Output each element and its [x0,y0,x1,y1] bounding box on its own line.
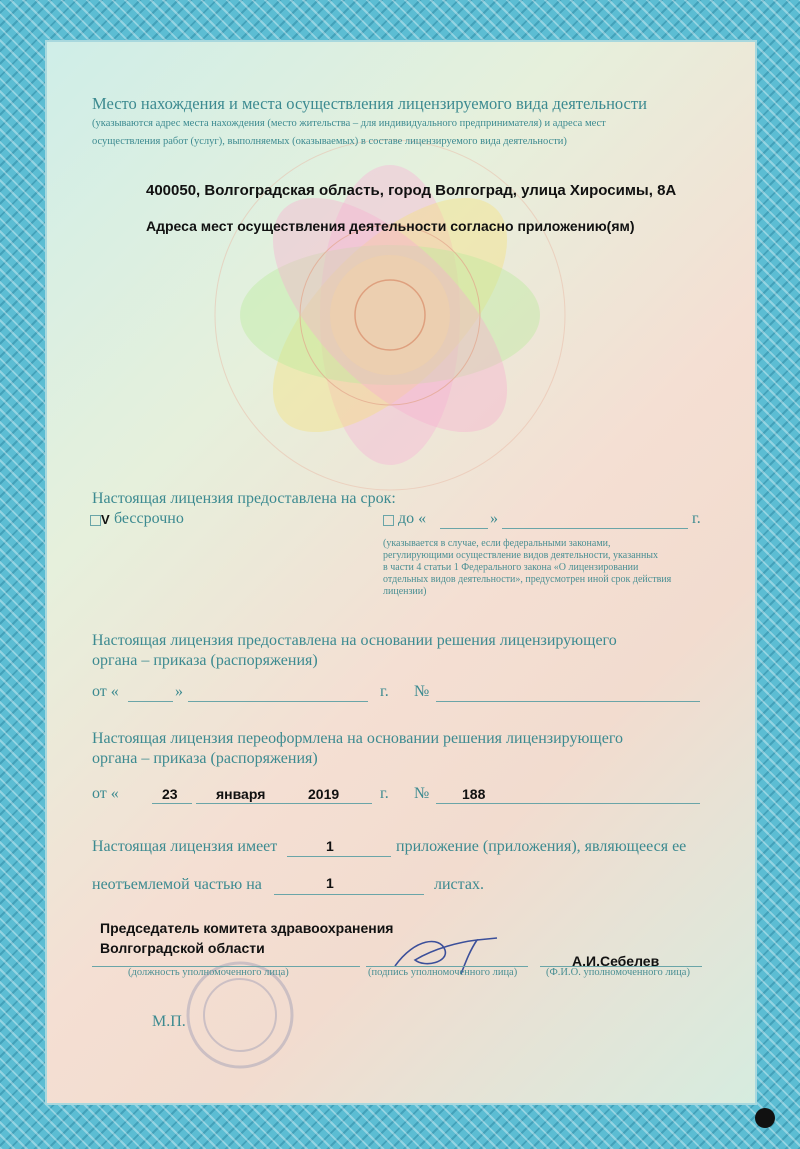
caption-signature: (подпись уполномоченного лица) [368,967,518,978]
reissue-number: 188 [462,786,486,802]
reissue-line1: Настоящая лицензия переоформлена на основании решения лицензирующего [92,730,624,747]
address-main: 400050, Волгоградская область, город Волгоград, улица Хиросимы, 8А [146,182,677,199]
caption-position: (должность уполномоченного лица) [128,967,289,978]
basis-month-line [188,701,368,702]
address-places: Адреса мест осуществления деятельности согласно приложению(ям) [146,218,635,234]
term-heading: Настоящая лицензия предоставлена на срок: [92,490,396,507]
guilloche-rosette-icon [195,120,585,510]
header-title: Место нахождения и места осуществления лицензируемого вида деятельности [92,94,647,113]
signatory-name: А.И.Себелев [572,953,660,969]
header-note-line1: (указываются адрес места нахождения (место жительства – для индивидуального предпринимателя) и адреса мест [92,118,606,129]
term-note-line: регулирующими осуществление видов деятельности, указанных [383,550,659,561]
signatory-position-line1: Председатель комитета здравоохранения [100,920,394,936]
term-note [383,538,703,598]
corner-dot-icon [755,1108,775,1128]
reissue-date-line [196,803,372,804]
unlimited-checkbox [90,515,101,526]
reissue-year-suffix: г. [380,785,389,802]
appendix-line2-suffix: листах. [434,876,484,893]
reissue-month: января [216,786,266,802]
basis-number-label: № [414,683,430,700]
signatory-position-line2: Волгоградской области [100,940,265,956]
reissue-number-label: № [414,785,430,802]
until-quote-close: » [490,510,498,527]
reissue-line2: органа – приказа (распоряжения) [92,750,318,767]
appendix-line2-prefix: неотъемлемой частью на [92,876,262,893]
term-note-line: в части 4 статьи 1 Федерального закона «О лицензировании [383,562,639,573]
seal-label: М.П. [152,1013,186,1030]
appendix-sheets-line [274,894,424,895]
appendix-line1-prefix: Настоящая лицензия имеет [92,838,278,855]
basis-line1: Настоящая лицензия предоставлена на основании решения лицензирующего [92,632,617,649]
unlimited-check-mark: V [101,512,110,527]
basis-from-label: от « [92,683,119,700]
basis-line2: органа – приказа (распоряжения) [92,652,318,669]
term-note-line: лицензии) [383,586,427,597]
appendix-line1-suffix: приложение (приложения), являющееся ее [396,838,687,855]
basis-day-line [128,701,173,702]
until-checkbox [383,515,394,526]
reissue-from-label: от « [92,785,119,802]
until-year-suffix: г. [692,510,701,527]
until-day-line [440,528,488,529]
appendix-count-line [287,856,391,857]
until-month-line [502,528,688,529]
reissue-day-line [152,803,192,804]
reissue-year: 2019 [308,786,340,802]
basis-quote-close: » [175,683,183,700]
unlimited-label: бессрочно [114,510,184,527]
basis-number-line [436,701,700,702]
basis-year-suffix: г. [380,683,389,700]
appendix-count: 1 [326,838,334,854]
reissue-number-line [436,803,700,804]
reissue-day: 23 [162,786,178,802]
header-note-line2: осуществления работ (услуг), выполняемых (оказываемых) в составе лицензируемого вида деятельности) [92,136,567,147]
appendix-sheets: 1 [326,875,334,891]
term-note-line: отдельных видов деятельности», предусмотрен иной срок действия [383,574,672,585]
term-note-line: (указывается в случае, если федеральными законами, [383,538,611,549]
until-prefix: до « [398,510,427,527]
caption-name: (Ф.И.О. уполномоченного лица) [546,967,690,978]
